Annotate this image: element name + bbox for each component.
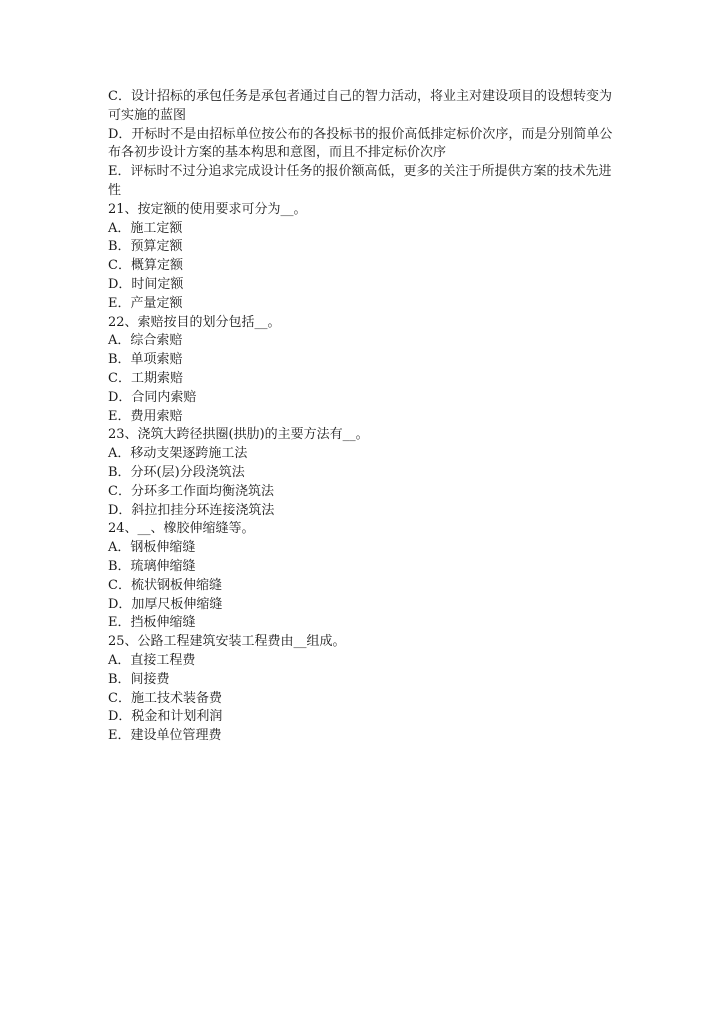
question-22-option: A．综合索赔 [108, 333, 183, 349]
question-21-option: B．预算定额 [108, 239, 183, 255]
question-25-stem: 25、公路工程建筑安装工程费由__组成。 [108, 634, 346, 650]
question-21-option: C．概算定额 [108, 258, 183, 274]
option-c-prev: C．设计招标的承包任务是承包者通过自己的智力活动，将业主对建设项目的设想转变为可实施的蓝图 [108, 89, 612, 123]
question-21-option: A．施工定额 [108, 220, 183, 236]
question-23-option: C．分环多工作面均衡浇筑法 [108, 483, 274, 499]
question-22-option: D．合同内索赔 [108, 389, 197, 405]
question-22-option: C．工期索赔 [108, 370, 183, 386]
question-22-option: B．单项索赔 [108, 352, 183, 368]
question-22-option: E．费用索赔 [108, 408, 183, 424]
question-22-stem: 22、索赔按目的划分包括__。 [108, 314, 281, 330]
question-21-option: E．产量定额 [108, 295, 183, 311]
question-24-option: E．挡板伸缩缝 [108, 615, 196, 631]
question-23-stem: 23、浇筑大跨径拱圈(拱肋)的主要方法有__。 [108, 427, 369, 443]
question-25-option: E．建设单位管理费 [108, 728, 222, 744]
question-25-option: D．税金和计划利润 [108, 709, 223, 725]
option-e-prev: E．评标时不过分追求完成设计任务的报价额高低，更多的关注于所提供方案的技术先进性 [108, 164, 612, 198]
option-d-prev: D．开标时不是由招标单位按公布的各投标书的报价高低排定标价次序，而是分别简单公布各初步设计方案的基本构思和意图，而且不排定标价次序 [108, 126, 613, 161]
question-21-option: D．时间定额 [108, 276, 184, 292]
question-23-option: A．移动支架逐跨施工法 [108, 446, 248, 462]
question-25-option: A．直接工程费 [108, 652, 196, 668]
question-23-option: B．分环(层)分段浇筑法 [108, 464, 245, 480]
document-page [108, 88, 616, 746]
question-21-stem: 21、按定额的使用要求可分为__。 [108, 201, 307, 217]
question-25-option: B．间接费 [108, 671, 170, 687]
question-24-option: C．梳状钢板伸缩缝 [108, 577, 222, 593]
question-24-stem: 24、__、橡胶伸缩缝等。 [108, 521, 255, 537]
question-25-option: C．施工技术装备费 [108, 690, 222, 706]
question-24-option: A．钢板伸缩缝 [108, 540, 196, 556]
question-23-option: D．斜拉扣挂分环连接浇筑法 [108, 502, 275, 518]
question-24-option: B．琉璃伸缩缝 [108, 558, 196, 574]
question-24-option: D．加厚尺板伸缩缝 [108, 596, 223, 612]
